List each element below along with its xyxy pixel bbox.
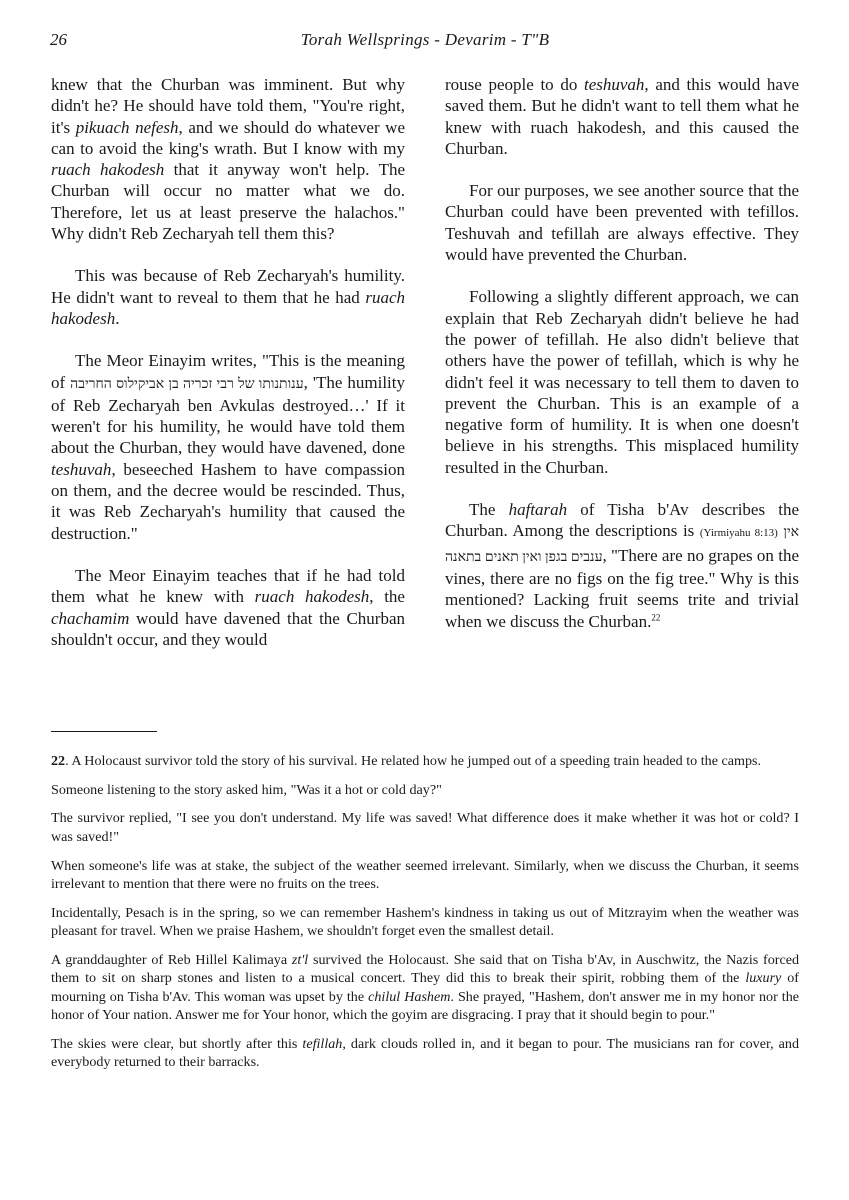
footnote-number: 22	[51, 753, 66, 769]
footnote-divider	[51, 731, 157, 732]
footnote-marker: 22	[651, 611, 661, 622]
source-reference: (Yirmiyahu 8:13)	[699, 527, 778, 540]
paragraph: rouse people to do teshuvah, and this would have saved them. But he didn't want to tell them what he knew with ruach hakodesh, and this caused the Churban.	[445, 75, 799, 158]
running-title: Torah Wellsprings - Devarim - T"B	[300, 30, 550, 49]
footnote-paragraph: 22. A Holocaust survivor told the story of his survival. He related how he jumped out of a speeding train headed to the camps.	[51, 753, 762, 769]
footnote-paragraph: Incidentally, Pesach is in the spring, so we can remember Hashem's kindness in taking us out of Mitzrayim when the weather was pleasant for travel. When we praise Hashem, we shouldn't forget even the smallest detail.	[51, 904, 799, 940]
footnotes	[51, 752, 799, 1082]
paragraph: The haftarah of Tisha b'Av describes the Churban. Among the descriptions is (Yirmiyahu 8:13) אין ענבים בגפן ואין תאנים בתאנה, "There are no grapes on the vines, there are no figs on the fig tree." Why is this mentioned? Lacking fruit seems trite and trivial when we discuss the Churban.$^{22}$	[445, 500, 800, 631]
footnote-paragraph: The survivor replied, "I see you don't understand. My life was saved! What difference does it make whether it was hot or cold? I was saved!"	[51, 810, 799, 845]
footnote-paragraph: Someone listening to the story asked him, "Was it a hot or cold day?"	[51, 781, 442, 798]
footnote-paragraph: A granddaughter of Reb Hillel Kalimaya zt'l survived the Holocaust. She said that on Tisha b'Av, in Auschwitz, the Nazis forced them to sit on sharp stones and listen to a musical concert. They did this to break their spirit, robbing them of the luxury of mourning on Tisha b'Av. This woman was upset by the chilul Hashem. She prayed, "Hashem, don't answer me in my honor nor the honor of Your nation. Answer me for Your honor, which the goyim are disgracing. I pray that it should begin to pour."	[51, 951, 800, 1023]
paragraph: knew that the Churban was imminent. But why didn't he? He should have told them, "You're right, it's pikuach nefesh, and we should do whatever we can to avoid the king's wrath. But I know with my ruach hakodesh that it anyway won't help. The Churban will occur no matter what we do. Therefore, let us at least preserve the halachos." Why didn't Reb Zecharyah tell them this?	[51, 75, 406, 244]
right-column	[445, 74, 799, 632]
page-number: 26	[50, 30, 67, 49]
left-column	[51, 74, 405, 650]
footnote-paragraph: The skies were clear, but shortly after this tefillah, dark clouds rolled in, and it began to pour. The musicians ran for cover, and everybody returned to their barracks.	[51, 1035, 800, 1071]
paragraph: The Meor Einayim teaches that if he had told them what he knew with ruach hakodesh, the chachamim would have davened that the Churban shouldn't occur, and they would	[51, 565, 405, 649]
paragraph: Following a slightly different approach, we can explain that Reb Zecharyah didn't believe he had the power of tefillah. He also didn't believe that others have the power of tefillah, which is why he didn't feel it was necessary to tell them to daven to prevent the Churban. This is an example of a negative form of humility. It is when one doesn't believe in his strengths. This misplaced humility resulted in the Churban.	[445, 287, 799, 477]
paragraph: For our purposes, we see another source that the Churban could have been prevented with tefillos. Teshuvah and tefillah are always effective. They would have prevented the Churban.	[445, 181, 799, 265]
hebrew-quote: ענותנותו של רבי זכריה בן אביקילוס החריבה	[70, 376, 304, 392]
page-header	[50, 30, 800, 54]
footnote-paragraph: When someone's life was at stake, the subject of the weather seemed irrelevant. Similarly, when we discuss the Churban, it seems irrelevant to mention that there were no fruits on the trees.	[51, 857, 799, 892]
paragraph: The Meor Einayim writes, "This is the meaning of ענותנותו של רבי זכריה בן אביקילוס החריבה, 'The humility of Reb Zecharyah ben Avkulas destroyed…' If it weren't for his humility, he would have told them about the Churban, they would have davened, done teshuvah, beseeched Hashem to have compassion on them, and the decree would be rescinded. Thus, it was Reb Zecharyah's humility that caused the destruction."	[51, 351, 406, 543]
hebrew-quote: אין ענבים בגפן ואין תאנים בתאנה	[445, 525, 800, 565]
paragraph: This was because of Reb Zecharyah's humility. He didn't want to reveal to them that he had ruach hakodesh.	[51, 266, 405, 328]
